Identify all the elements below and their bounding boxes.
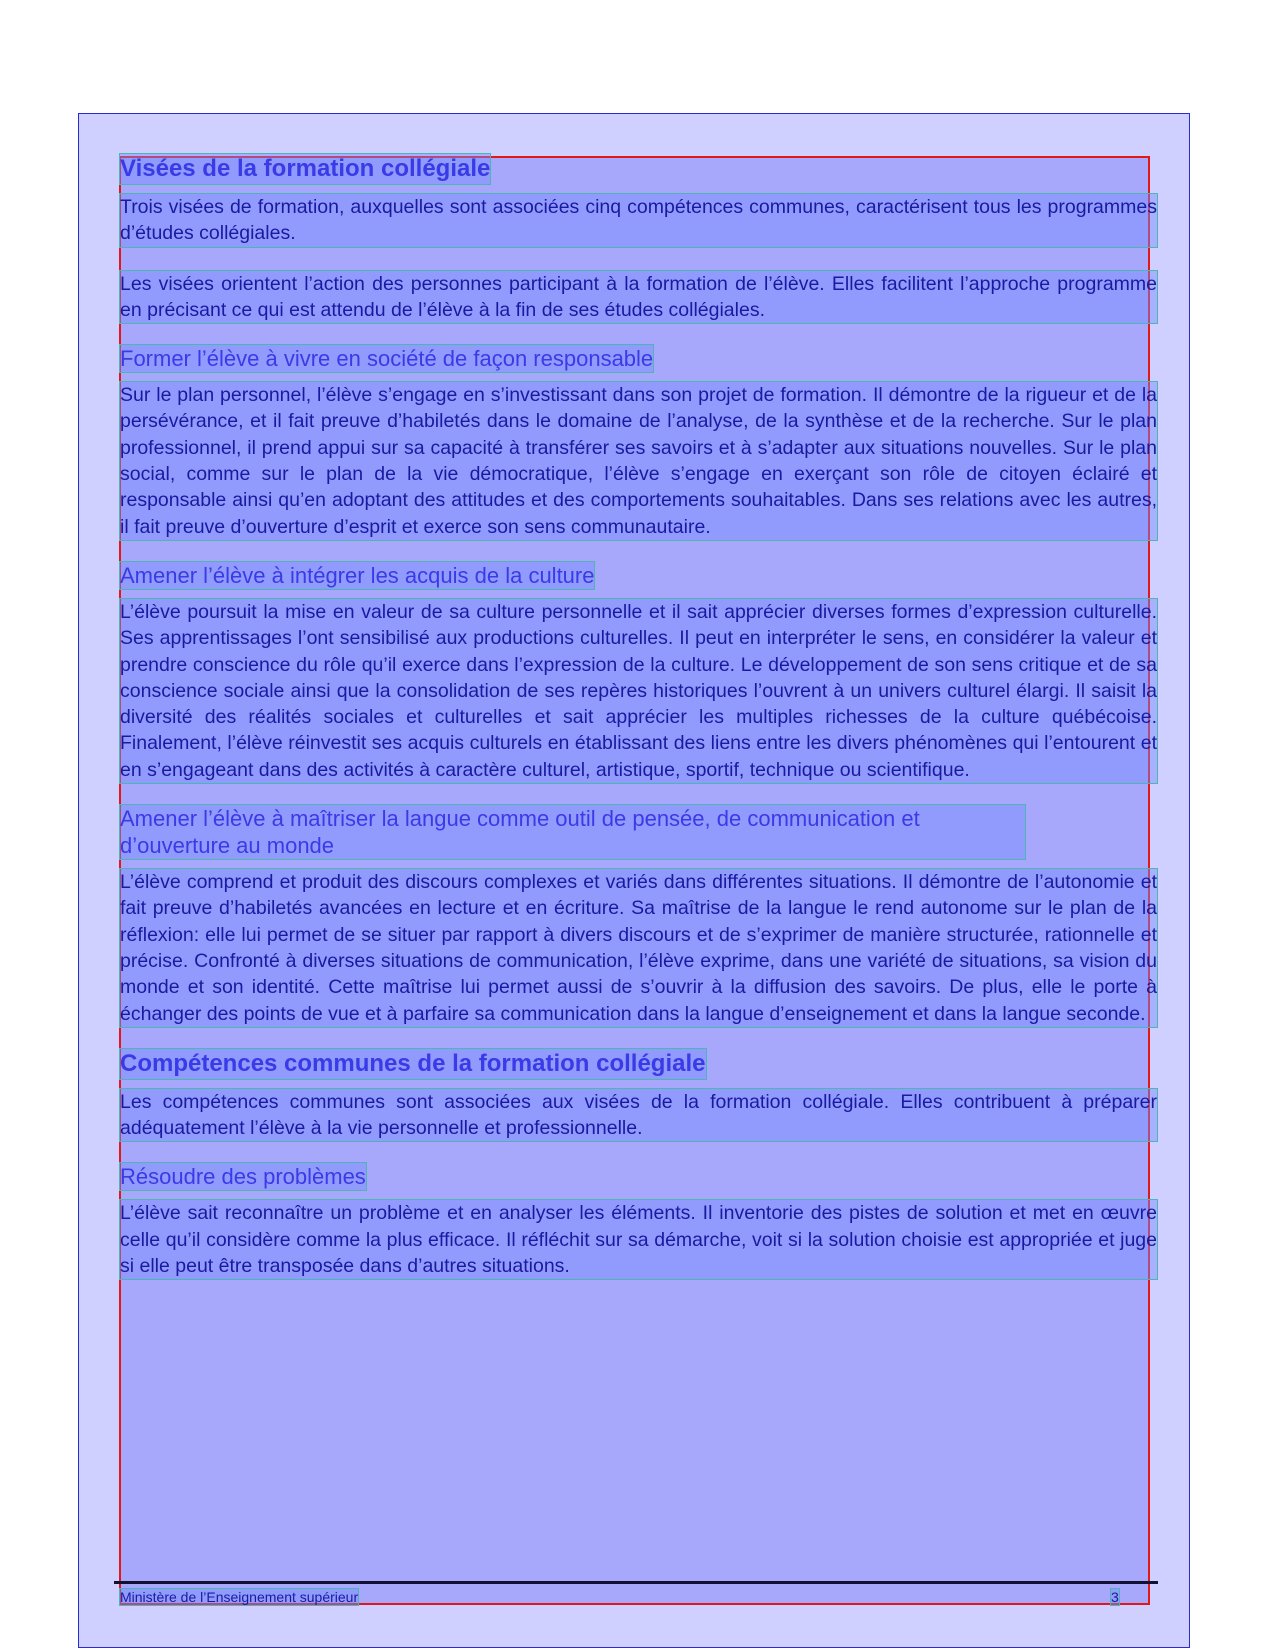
paragraph-section-1: Sur le plan personnel, l’élève s’engage en s’investissant dans son projet de formation. Il démontre de la rigueur et de la persévérance, et il fait preuve d’habiletés dans le domaine de l’analyse, de la synthèse et de la recherche. Sur le plan professionnel, il prend appui sur sa capacité à transférer ses savoirs et à s’adapter aux situations nouvelles. Sur le plan social, comme sur le plan de la vie démocratique, l’élève s’engage en exerçant son rôle de citoyen éclairé et responsable ainsi qu’en adoptant des attitudes et des comportements souhaitables. Dans ses relations avec les autres, il fait preuve d’ouverture d’esprit et exerce son sens communautaire. xyxy=(120,382,1157,540)
paragraph-section-2: L’élève poursuit la mise en valeur de sa culture personnelle et il sait apprécier diverses formes d’expression culturelle. Ses apprentissages l’ont sensibilisé aux productions culturelles. Il peut en interpréter le sens, en considérer la valeur et prendre conscience du rôle qu’il exerce dans l’expression de la culture. Le développement de son sens critique et de sa conscience sociale ainsi que la consolidation de ses repères historiques l’ouvrent à un univers culturel élargi. Il saisit la diversité des réalités sociales et culturelles et sait apprécier les multiples richesses de la culture québécoise. Finalement, l’élève réinvestit ses acquis culturels en établissant des liens entre les divers phénomènes qui l’entourent et en s’engageant dans des activités à caractère culturel, artistique, sportif, technique ou scientifique. xyxy=(120,599,1157,783)
paragraph-intro-2: Les visées orientent l’action des personnes participant à la formation de l’élève. Elles facilitent l’approche programme en précisant ce qui est attendu de l’élève à la fin de ses études collégiales. xyxy=(120,271,1157,324)
page-number: 3 xyxy=(1111,1589,1119,1605)
footer-publisher: Ministère de l’Enseignement supérieur xyxy=(120,1589,359,1605)
heading-section-1: Former l’élève à vivre en société de façon responsable xyxy=(120,346,654,372)
heading-section-3: Amener l’élève à maîtriser la langue comme outil de pensée, de communication et d’ouverture au monde xyxy=(120,805,1025,859)
paragraph-section-3: L’élève comprend et produit des discours complexes et variés dans différentes situations. Il démontre de l’autonomie et fait preuve d’habiletés avancées en lecture et en écriture. Sa maîtrise de la langue le rend autonome sur le plan de la réflexion: elle lui permet de se situer par rapport à divers discours et de s’exprimer de manière structurée, rationnelle et précise. Confronté à diverses situations de communication, l’élève exprime, dans une variété de situations, sa vision du monde et son identité. Cette maîtrise lui permet aussi de s’ouvrir à la diffusion des savoirs. De plus, elle le porte à échanger des points de vue et à parfaire sa communication dans la langue d’enseignement et dans la langue seconde. xyxy=(120,869,1157,1027)
paragraph-competences-intro: Les compétences communes sont associées aux visées de la formation collégiale. Elles contribuent à préparer adéquatement l’élève à la vie personnelle et professionnelle. xyxy=(120,1089,1157,1142)
paragraph-section-4: L’élève sait reconnaître un problème et en analyser les éléments. Il inventorie des pistes de solution et met en œuvre celle qu’il considère comme la plus efficace. Il réfléchit sur sa démarche, voit si la solution choisie est appropriée et juge si elle peut être transposée dans d’autres situations. xyxy=(120,1200,1157,1279)
document-body xyxy=(120,154,1157,1279)
heading-visees: Visées de la formation collégiale xyxy=(120,155,491,182)
heading-competences: Compétences communes de la formation collégiale xyxy=(120,1049,706,1077)
heading-section-2: Amener l’élève à intégrer les acquis de la culture xyxy=(120,562,595,588)
paragraph-intro-1: Trois visées de formation, auxquelles sont associées cinq compétences communes, caractérisent tous les programmes d’études collégiales. xyxy=(120,194,1157,247)
heading-section-4: Résoudre des problèmes xyxy=(120,1164,366,1190)
footer-divider xyxy=(114,1581,1158,1584)
